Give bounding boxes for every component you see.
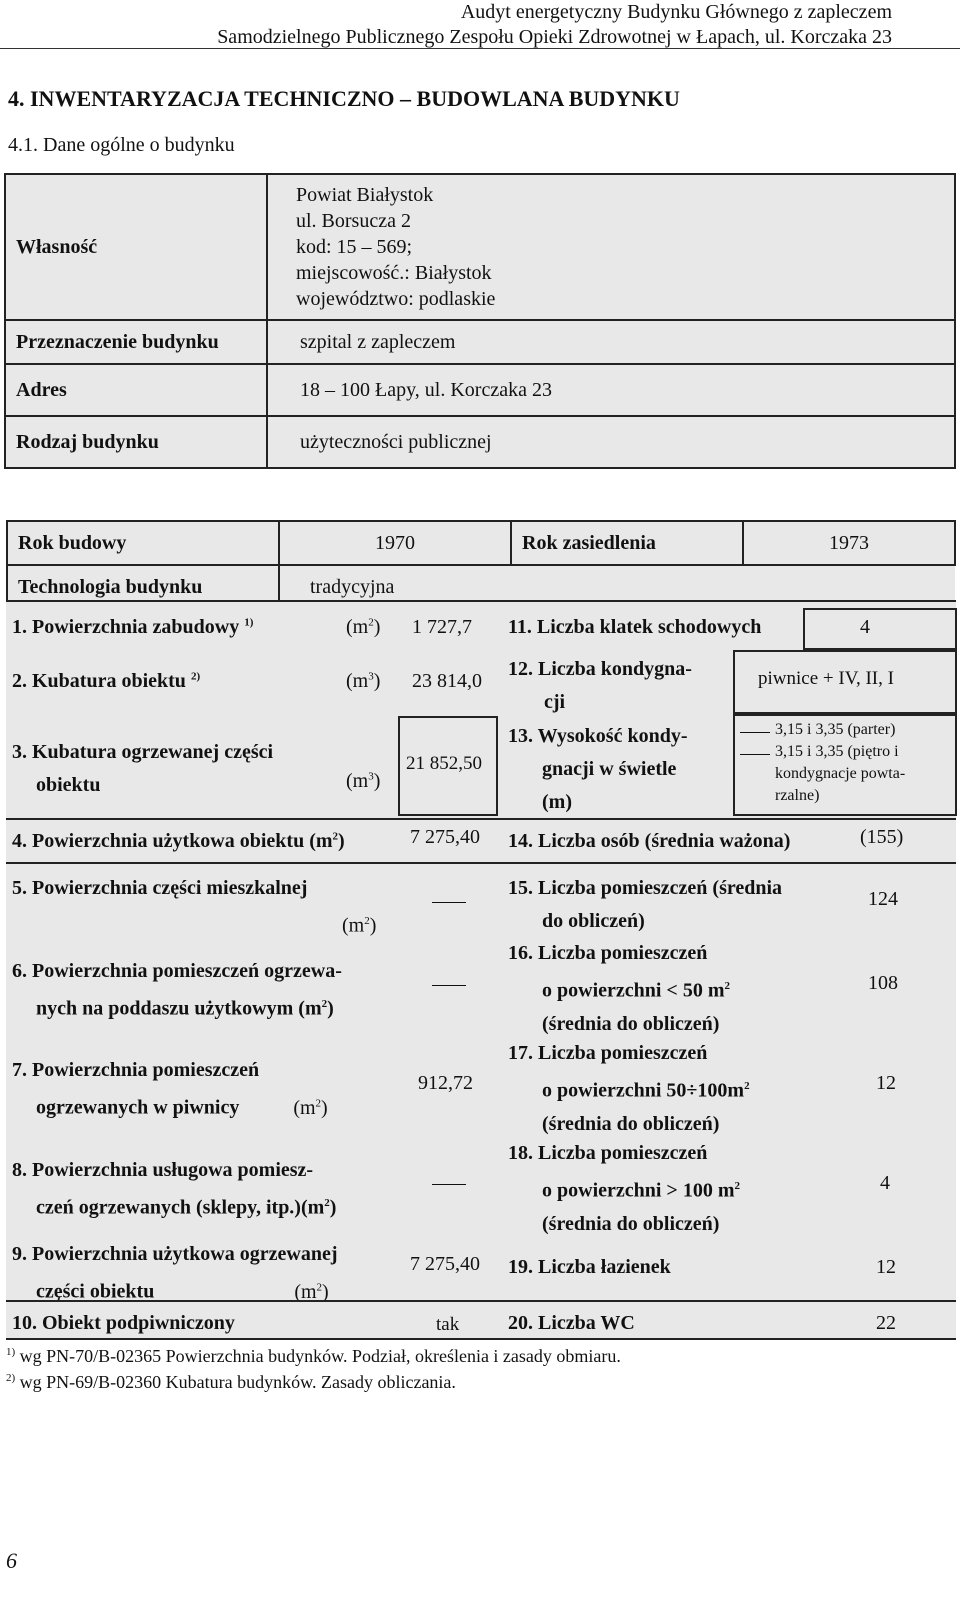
building-type-label: Rodzaj budynku: [5, 416, 267, 468]
row-divider: [6, 1300, 956, 1302]
item-6-label: 6. Powierzchnia pomieszczeń ogrzewa- nych na poddaszu użytkowym $(m^2)$: [12, 960, 342, 1020]
address-label: Adres: [5, 364, 267, 416]
item-9-value: 7 275,40: [410, 1253, 480, 1275]
item-8-label: 8. Powierzchnia usługowa pomiesz- czeń ogrzewanych (sklepy, $itp.)(m^2)$: [12, 1159, 337, 1219]
ownership-label: Własność: [5, 174, 267, 320]
item-19-label: 19. Liczba łazienek: [508, 1256, 671, 1278]
page-number: 6: [6, 1548, 17, 1573]
item-3-value: 21 852,50: [406, 753, 482, 774]
item-19-value: 12: [876, 1256, 896, 1278]
row-divider: [6, 818, 956, 820]
item-10-value: tak: [436, 1314, 460, 1335]
item-18-label: 18. Liczba pomieszczeń o powierzchni > 100 $m^2$ (średnia do obliczeń): [508, 1142, 740, 1235]
ownership-value: Powiat Białystok ul. Borsucza 2 kod: 15 – 569; miejscowość.: Białystok województwo: podlaskie: [267, 174, 955, 320]
header-rule: [0, 48, 960, 49]
item-15-value: 124: [868, 888, 898, 910]
built-label: Rok budowy: [7, 521, 279, 565]
footnote-1: $^{1)}$ wg PN-70/B-02365 Powierzchnia budynków. Podział, określenia i zasady obmiaru.: [6, 1346, 621, 1366]
item-18-value: 4: [880, 1172, 890, 1194]
section-title: 4. INWENTARYZACJA TECHNICZNO – BUDOWLANA BUDYNKU: [8, 86, 680, 111]
purpose-label: Przeznaczenie budynku: [5, 320, 267, 364]
item-5-value-dash: [432, 902, 466, 903]
item-20-label: 20. Liczba WC: [508, 1312, 635, 1334]
item-6-value-dash: [432, 985, 466, 986]
item-7-label: 7. Powierzchnia pomieszczeń ogrzewanych w piwnicy $(m^2)$: [12, 1059, 328, 1119]
item-15-label: 15. Liczba pomieszczeń (średnia do obliczeń): [508, 877, 783, 932]
item-9-label: 9. Powierzchnia użytkowa ogrzewanej części obiektu $(m^2)$: [12, 1243, 338, 1303]
item-3-label: 3. Kubatura ogrzewanej części obiektu: [12, 741, 274, 796]
item-4-value: 7 275,40: [410, 826, 480, 848]
item-2-value: 23 814,0: [412, 670, 482, 692]
item-16-value: 108: [868, 972, 898, 994]
building-type-value: użyteczności publicznej: [267, 416, 955, 468]
subsection-title: 4.1. Dane ogólne o budynku: [8, 134, 235, 156]
item-16-label: 16. Liczba pomieszczeń o powierzchni < 50 $m^2$ (średnia do obliczeń): [508, 942, 730, 1035]
item-11-label: 11. Liczba klatek schodowych: [508, 616, 762, 638]
item-13-values: 3,15 i 3,35 (parter) 3,15 i 3,35 (piętro i kondygnacje powta- rzalne): [775, 721, 906, 804]
item-10-label: 10. Obiekt podpiwniczony: [12, 1312, 235, 1334]
dash-2: [740, 754, 770, 755]
item-12-value: piwnice + IV, II, I: [758, 668, 894, 689]
purpose-value: szpital z zapleczem: [267, 320, 955, 364]
item-2-unit: $(m^3)$: [346, 670, 381, 692]
item-4-label: 4. Powierzchnia użytkowa obiektu $(m^2)$: [12, 830, 345, 852]
item-11-value-box: [803, 608, 957, 650]
built-value: 1970: [279, 521, 511, 565]
item-7-value: 912,72: [418, 1072, 473, 1094]
item-11-value: 4: [860, 616, 870, 638]
settled-value: 1973: [743, 521, 955, 565]
item-20-value: 22: [876, 1312, 896, 1334]
settled-label: Rok zasiedlenia: [511, 521, 743, 565]
item-5-label: 5. Powierzchnia części mieszkalnej $(m^2)$: [12, 877, 377, 937]
item-17-label: 17. Liczba pomieszczeń o powierzchni $50\div 100m^2$ (średnia do obliczeń): [508, 1042, 750, 1135]
page-header: [217, 0, 892, 50]
years-table: [6, 520, 956, 610]
technology-value: tradycyjna: [279, 565, 955, 609]
item-1-label: 1. Powierzchnia zabudowy $^{1)}$: [12, 616, 254, 638]
address-value: 18 – 100 Łapy, ul. Korczaka 23: [267, 364, 955, 416]
item-13-label: 13. Wysokość kondy- gnacji w świetle (m): [508, 725, 688, 813]
header-line-1: Audyt energetyczny Budynku Głównego z zapleczem: [460, 1, 892, 23]
item-1-value: 1 727,7: [412, 616, 472, 638]
dash-1: [740, 732, 770, 733]
item-8-value-dash: [432, 1184, 466, 1185]
row-divider: [6, 862, 956, 864]
item-3-unit: $(m^3)$: [346, 770, 381, 792]
item-17-value: 12: [876, 1072, 896, 1094]
item-14-label: 14. Liczba osób (średnia ważona): [508, 830, 791, 852]
general-data-table: [4, 173, 956, 469]
item-1-unit: $(m^2)$: [346, 616, 381, 638]
footnote-2: $^{2)}$ wg PN-69/B-02360 Kubatura budynków. Zasady obliczania.: [6, 1372, 456, 1392]
header-line-2: Samodzielnego Publicznego Zespołu Opieki Zdrowotnej w Łapach, ul. Korczaka 23: [217, 26, 892, 48]
item-14-value: (155): [860, 826, 904, 848]
item-2-label: 2. Kubatura obiektu $^{2)}$: [12, 670, 201, 692]
technology-label: Technologia budynku: [7, 565, 279, 609]
item-12-label: 12. Liczba kondygna- cji: [508, 658, 692, 713]
